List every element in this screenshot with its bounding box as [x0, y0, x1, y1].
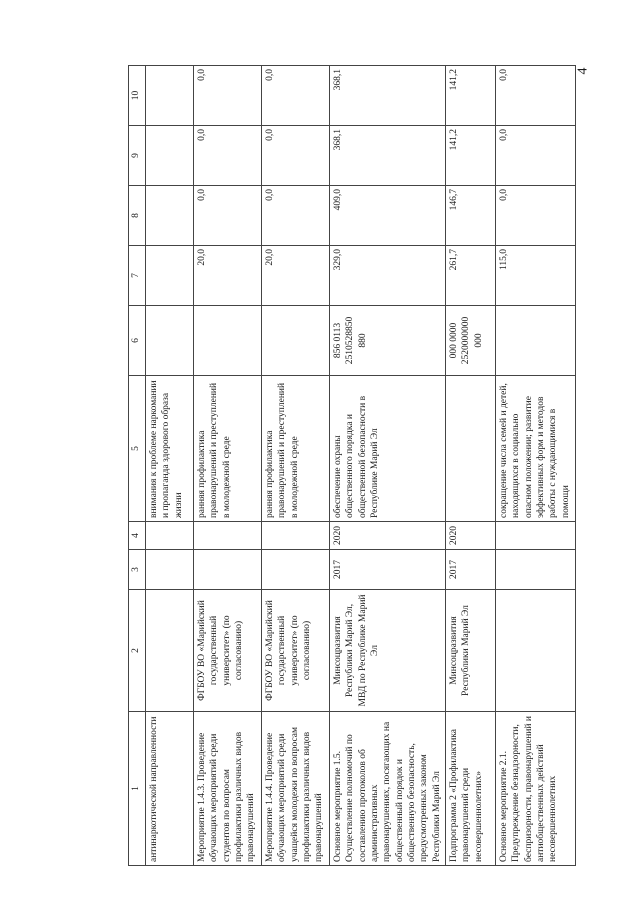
table-row — [146, 66, 194, 866]
cell-value — [146, 66, 194, 126]
cell-executor — [146, 590, 194, 712]
col-header: 10 — [129, 66, 146, 126]
cell-value: 115,0 — [496, 246, 576, 306]
cell-result: сокращение числа семей и детей, находящихся в социально опасном положении; развитие эффективных форм и методов работы с нуждающимися в помощи — [496, 376, 576, 522]
col-header: 1 — [129, 712, 146, 866]
table-row — [262, 66, 330, 866]
cell-end-year — [496, 522, 576, 550]
cell-value: 0,0 — [496, 66, 576, 126]
cell-value: 261,7 — [446, 246, 496, 306]
col-header: 9 — [129, 126, 146, 186]
cell-code — [194, 306, 262, 376]
cell-value: 0,0 — [496, 186, 576, 246]
cell-code — [146, 306, 194, 376]
cell-end-year — [194, 522, 262, 550]
cell-name: Основное мероприятие 2.1. Предупреждение безнадзорности, беспризорности, правонарушений и антиобщественных действий несовершеннолетних — [496, 712, 576, 866]
page-number: 4 — [575, 67, 591, 75]
cell-end-year — [146, 522, 194, 550]
col-header: 8 — [129, 186, 146, 246]
cell-executor: ФГБОУ ВО «Марийский государственный университет» (по согласованию) — [262, 590, 330, 712]
cell-name: антинаркотической направленности — [146, 712, 194, 866]
cell-code: 856 0113 2510528850 880 — [330, 306, 446, 376]
cell-executor — [496, 590, 576, 712]
cell-value: 0,0 — [262, 186, 330, 246]
cell-value: 0,0 — [194, 126, 262, 186]
col-header: 6 — [129, 306, 146, 376]
cell-start-year — [146, 550, 194, 590]
rotated-table-wrapper — [128, 66, 628, 866]
cell-value: 141,2 — [446, 66, 496, 126]
col-header: 3 — [129, 550, 146, 590]
cell-value: 368,1 — [330, 126, 446, 186]
cell-value: 368,1 — [330, 66, 446, 126]
cell-value: 329,0 — [330, 246, 446, 306]
cell-name: Мероприятие 1.4.3. Проведение обучающих мероприятий среди студентов по вопросам профилактики различных видов правонарушений — [194, 712, 262, 866]
cell-result: внимания к проблеме наркомании и пропаганда здорового образа жизни — [146, 376, 194, 522]
cell-start-year — [262, 550, 330, 590]
cell-value: 0,0 — [262, 126, 330, 186]
cell-value: 0,0 — [194, 186, 262, 246]
table-row — [330, 66, 446, 866]
col-header: 4 — [129, 522, 146, 550]
cell-value — [146, 186, 194, 246]
cell-end-year — [262, 522, 330, 550]
cell-result — [446, 376, 496, 522]
cell-value: 146,7 — [446, 186, 496, 246]
cell-value: 0,0 — [262, 66, 330, 126]
cell-start-year: 2017 — [446, 550, 496, 590]
cell-value: 20,0 — [262, 246, 330, 306]
cell-value: 0,0 — [194, 66, 262, 126]
table-row — [496, 66, 576, 866]
cell-value — [146, 126, 194, 186]
cell-value: 141,2 — [446, 126, 496, 186]
cell-result: ранняя профилактика правонарушений и преступлений в молодежной среде — [262, 376, 330, 522]
col-header: 5 — [129, 376, 146, 522]
cell-start-year — [194, 550, 262, 590]
col-header: 7 — [129, 246, 146, 306]
cell-name: Мероприятие 1.4.4. Проведение обучающих мероприятий среди учащейся молодежи по вопросам профилактики различных видов правонарушений — [262, 712, 330, 866]
cell-executor: Минсоцразвития Республики Марий Эл, МВД по Республике Марий Эл — [330, 590, 446, 712]
header-row — [129, 66, 146, 866]
cell-code: 000 0000 2520000000 000 — [446, 306, 496, 376]
cell-name: Основное мероприятие 1.5. Осуществление полномочий по составлению протоколов об административных правонарушениях, посягающих на общественный порядок и общественную безопасность, предусмотренных законом Республики Марий Эл — [330, 712, 446, 866]
cell-result: обеспечение охраны общественного порядка и общественной безопасности в Республике Марий Эл — [330, 376, 446, 522]
program-table — [128, 65, 576, 866]
cell-value: 409,0 — [330, 186, 446, 246]
cell-result: ранняя профилактика правонарушений и преступлений в молодежной среде — [194, 376, 262, 522]
col-header: 2 — [129, 590, 146, 712]
cell-code — [496, 306, 576, 376]
cell-value: 20,0 — [194, 246, 262, 306]
cell-name: Подпрограмма 2 «Профилактика правонарушений среди несовершеннолетних» — [446, 712, 496, 866]
cell-end-year: 2020 — [446, 522, 496, 550]
cell-code — [262, 306, 330, 376]
cell-end-year: 2020 — [330, 522, 446, 550]
cell-start-year — [496, 550, 576, 590]
cell-executor: ФГБОУ ВО «Марийский государственный университет» (по согласованию) — [194, 590, 262, 712]
cell-executor: Минсоцразвития Республики Марий Эл — [446, 590, 496, 712]
cell-start-year: 2017 — [330, 550, 446, 590]
cell-value: 0,0 — [496, 126, 576, 186]
table-row — [194, 66, 262, 866]
table-row — [446, 66, 496, 866]
cell-value — [146, 246, 194, 306]
